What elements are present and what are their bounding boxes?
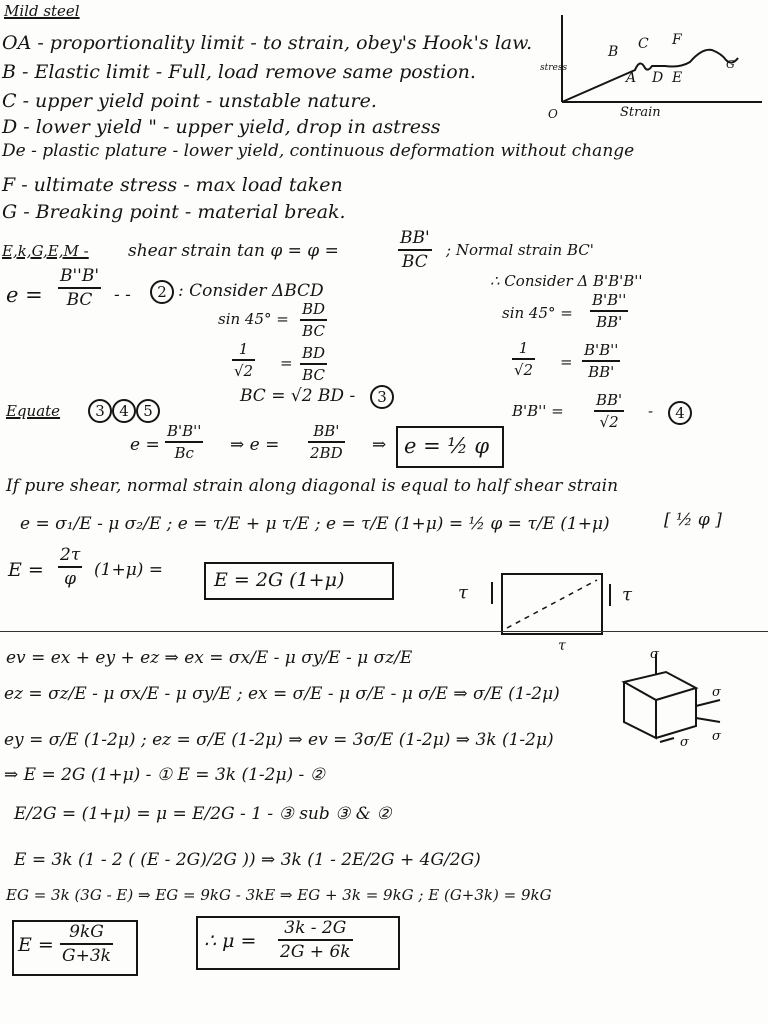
cube-outline [624, 672, 696, 738]
fraction-denominator: √2 [514, 361, 534, 379]
line-oa: OA - proportionality limit - to strain, obey's Hook's law. [2, 32, 533, 54]
half-phi: [ ½ φ ] [664, 510, 722, 530]
graph-curve [562, 50, 738, 102]
modulus-fraction [58, 547, 82, 588]
equate-arrow-2: ⇒ [372, 435, 387, 455]
fraction-numerator: 2τ [58, 547, 82, 568]
graph-point-e: E [672, 70, 683, 86]
graph-point-g: G [726, 58, 735, 71]
boxed-final-mu [196, 916, 400, 970]
bbb-fraction-2 [582, 343, 620, 380]
bpbpp-eq: B'B'' = [512, 402, 564, 420]
eq-number-5: 5 [136, 399, 160, 423]
vol-line-3: ey = σ/E (1-2μ) ; ez = σ/E (1-2μ) ⇒ ev = 3σ/E (1-2μ) ⇒ 3k (1-2μ) [4, 730, 554, 750]
fraction-numerator: 1 [232, 342, 255, 361]
sin45-text-2: sin 45° = [502, 304, 573, 322]
equate-fraction-1 [165, 424, 203, 461]
fraction-numerator: BB' [308, 424, 345, 443]
one-over-sqrt2-b [512, 341, 535, 378]
modulus-mid: (1+μ) = [94, 560, 164, 580]
final-e-fraction [60, 924, 113, 965]
equate-e-lhs: e = [130, 435, 160, 455]
fraction-denominator: φ [64, 569, 77, 589]
final-mu-fraction [278, 920, 353, 961]
eq-sign-b: = [560, 353, 573, 371]
shear-diagonal [507, 580, 597, 628]
cube-arrow-right [696, 700, 720, 706]
normal-strain-text: ; Normal strain BC' [446, 241, 594, 259]
shear-strain-fraction [398, 230, 432, 271]
eq-number-2: 2 [150, 280, 174, 304]
consider-bcd: : Consider ΔBCD [178, 281, 324, 301]
e-fraction [58, 268, 101, 309]
boxed-final-e [12, 920, 138, 976]
line-de: De - plastic plature - lower yield, continuous deformation without change [2, 141, 635, 161]
fraction-numerator: 3k - 2G [278, 920, 353, 941]
cube-arrow-right-2 [696, 718, 720, 722]
fraction-denominator: Bc [174, 444, 194, 462]
graph-ylabel: stress [540, 63, 568, 73]
boxed-result-e [396, 426, 504, 468]
stress-strain-graph [540, 10, 765, 125]
fraction-denominator: 2BD [310, 444, 343, 462]
fraction-denominator: G+3k [62, 946, 111, 966]
consider-bbb: ∴ Consider Δ B'B'B'' [490, 272, 643, 290]
vol-line-2: ez = σz/E - μ σx/E - μ σy/E ; ex = σ/E - μ σ/E - μ σ/E ⇒ σ/E (1-2μ) [4, 684, 560, 704]
graph-origin: O [548, 107, 558, 121]
bbb-fraction [590, 293, 628, 330]
modulus-e-lhs: E = [8, 559, 44, 581]
fraction-numerator: B''B' [58, 268, 101, 289]
fraction-numerator: BB' [594, 393, 624, 412]
vol-line-5: E/2G = (1+μ) = μ = E/2G - 1 - ③ sub ③ & ② [14, 804, 392, 824]
eq-sign: = [280, 354, 293, 372]
fraction-denominator: BB' [596, 313, 623, 331]
boxed-modulus-text: E = 2G (1+μ) [214, 569, 345, 591]
fraction-denominator: BC [302, 366, 325, 384]
vol-line-7: EG = 3k (3G - E) ⇒ EG = 9kG - 3kE ⇒ EG + 3k = 9kG ; E (G+3k) = 9kG [6, 886, 552, 904]
equate-label: Equate [6, 402, 61, 420]
tau-bottom-label: τ [558, 638, 566, 650]
eq-dash: - [648, 402, 654, 420]
section-label: E,k,G,E,M - [2, 242, 89, 260]
stress-cube-figure [600, 646, 728, 746]
fraction-denominator: BC [401, 252, 428, 272]
eq-number-4b: 4 [112, 399, 136, 423]
line-c: C - upper yield point - unstable nature. [2, 90, 377, 112]
bd-bc-fraction [300, 302, 327, 339]
vol-line-1: ev = ex + ey + ez ⇒ ex = σx/E - μ σy/E - μ σz/E [6, 648, 413, 668]
fraction-denominator: BC [302, 322, 325, 340]
final-e-lhs: E = [18, 934, 54, 956]
cube-label-bottom: σ [680, 735, 689, 746]
fraction-numerator: 9kG [60, 924, 113, 945]
e-lhs: e = [6, 283, 43, 307]
fraction-denominator: BB' [588, 363, 615, 381]
shear-element-figure [452, 566, 652, 650]
fraction-numerator: B'B'' [582, 343, 620, 362]
fraction-denominator: 2G + 6k [280, 942, 351, 962]
eq-number-4: 4 [668, 401, 692, 425]
graph-xlabel: Strain [620, 105, 661, 120]
page-title: Mild steel [4, 2, 80, 20]
equate-arrow-1: ⇒ e = [230, 435, 280, 455]
fraction-numerator: B'B'' [590, 293, 628, 312]
cube-label-right: σ [712, 685, 721, 700]
line-g: G - Breaking point - material break. [2, 201, 346, 223]
cube-label-top: σ [650, 647, 659, 662]
vol-line-6: E = 3k (1 - 2 ( (E - 2G)/2G )) ⇒ 3k (1 - 2E/2G + 4G/2G) [14, 850, 481, 870]
eq-number-3: 3 [370, 385, 394, 409]
boxed-e-text: e = ½ φ [404, 434, 490, 458]
fraction-numerator: 1 [512, 341, 535, 360]
fraction-numerator: BD [300, 302, 327, 321]
fraction-numerator: BB' [398, 230, 432, 251]
final-mu-lhs: ∴ μ = [204, 930, 257, 952]
boxed-result-modulus [204, 562, 394, 600]
sin45-text: sin 45° = [218, 310, 289, 328]
cube-label-right-2: σ [712, 729, 721, 744]
section-divider [0, 631, 768, 632]
one-over-sqrt2 [232, 342, 255, 379]
e-tail: - - [114, 285, 131, 305]
tau-right-label: τ [622, 584, 632, 605]
tau-left-label: τ [458, 582, 468, 603]
fraction-denominator: BC [66, 290, 93, 310]
bd-bc-fraction-2 [300, 346, 327, 383]
graph-point-a: A [626, 70, 637, 86]
fraction-denominator: √2 [234, 362, 254, 380]
equate-fraction-2 [308, 424, 345, 461]
cube-arrow-down [660, 738, 674, 742]
graph-point-d: D [652, 70, 664, 86]
fraction-numerator: B'B'' [165, 424, 203, 443]
line-b: B - Elastic limit - Full, load remove same postion. [2, 61, 476, 83]
fraction-denominator: √2 [599, 413, 619, 431]
eq-number-3b: 3 [88, 399, 112, 423]
line-f: F - ultimate stress - max load taken [2, 174, 343, 196]
pure-shear-text: If pure shear, normal strain along diagonal is equal to half shear strain [6, 476, 619, 496]
bc-equation: BC = √2 BD - [240, 386, 356, 406]
graph-point-f: F [672, 32, 682, 48]
graph-point-b: B [608, 44, 619, 60]
fraction-numerator: BD [300, 346, 327, 365]
vol-line-4: ⇒ E = 2G (1+μ) - ① E = 3k (1-2μ) - ② [4, 765, 325, 785]
shear-strain-text: shear strain tan φ = φ = [128, 241, 339, 261]
strain-line-1: e = σ₁/E - μ σ₂/E ; e = τ/E + μ τ/E ; e = τ/E (1+μ) = ½ φ = τ/E (1+μ) [20, 514, 610, 534]
bbp-sqrt2-fraction [594, 393, 624, 430]
graph-point-c: C [638, 36, 649, 52]
line-d: D - lower yield " - upper yield, drop in astress [2, 116, 441, 138]
